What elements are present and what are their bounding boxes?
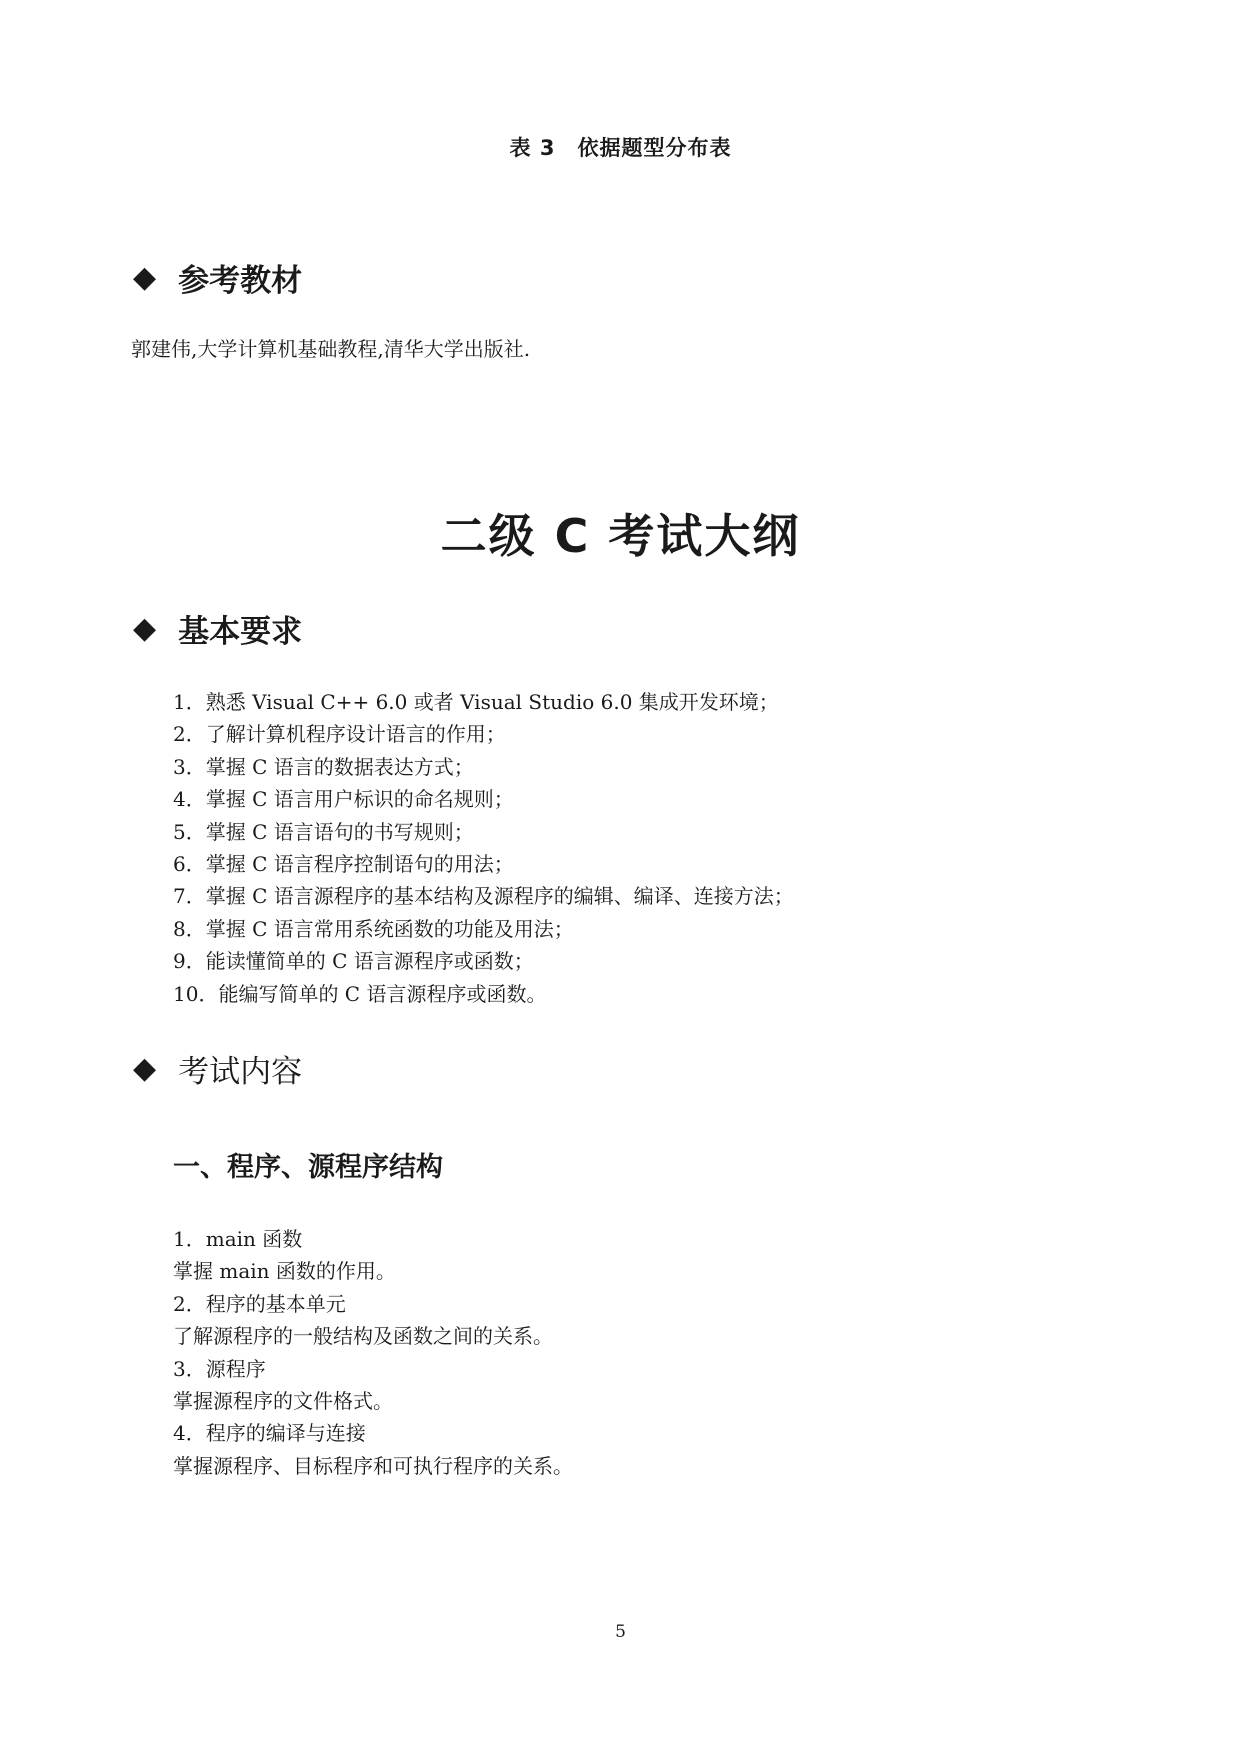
content-line: 了解源程序的一般结构及函数之间的关系。 bbox=[173, 1324, 553, 1349]
diamond-bullet-icon: ◆ bbox=[133, 1050, 157, 1086]
content-line: 掌握源程序、目标程序和可执行程序的关系。 bbox=[173, 1453, 573, 1478]
content-line: 掌握 main 函数的作用。 bbox=[173, 1259, 396, 1284]
section-heading-basic-requirements bbox=[133, 606, 302, 651]
list-item: 7．掌握 C 语言源程序的基本结构及源程序的编辑、编译、连接方法； bbox=[173, 884, 794, 909]
exam-content-block bbox=[173, 1223, 573, 1482]
list-item: 10．能编写简单的 C 语言源程序或函数。 bbox=[173, 981, 547, 1006]
list-item: 4．掌握 C 语言用户标识的命名规则； bbox=[173, 787, 514, 812]
list-item: 8．掌握 C 语言常用系统函数的功能及用法； bbox=[173, 916, 574, 941]
list-item: 2．了解计算机程序设计语言的作用； bbox=[173, 722, 506, 747]
section-heading-label: 考试内容 bbox=[178, 1054, 303, 1090]
content-line: 4．程序的编译与连接 bbox=[173, 1421, 366, 1446]
page-number: 5 bbox=[615, 1622, 626, 1642]
list-item: 6．掌握 C 语言程序控制语句的用法； bbox=[173, 851, 514, 876]
table-caption: 表 3 依据题型分布表 bbox=[509, 136, 732, 160]
section-heading-references bbox=[133, 255, 302, 300]
content-line: 1．main 函数 bbox=[173, 1227, 303, 1251]
reference-textbook: 郭建伟,大学计算机基础教程,清华大学出版社. bbox=[131, 337, 531, 361]
list-item: 1．熟悉 Visual C++ 6.0 或者 Visual Studio 6.0 集成开发环境； bbox=[173, 690, 779, 714]
content-line: 2．程序的基本单元 bbox=[173, 1291, 346, 1316]
list-item: 3．掌握 C 语言的数据表达方式； bbox=[173, 754, 474, 779]
section-heading-label: 基本要求 bbox=[178, 614, 303, 650]
section-heading-exam-content bbox=[133, 1046, 302, 1091]
list-item: 5．掌握 C 语言语句的书写规则； bbox=[173, 819, 474, 844]
subsection-heading: 一、程序、源程序结构 bbox=[173, 1152, 443, 1183]
section-heading-label: 参考教材 bbox=[178, 263, 303, 299]
requirements-list bbox=[173, 686, 794, 1010]
diamond-bullet-icon: ◆ bbox=[133, 259, 157, 295]
diamond-bullet-icon: ◆ bbox=[133, 610, 157, 646]
content-line: 掌握源程序的文件格式。 bbox=[173, 1388, 393, 1413]
content-line: 3．源程序 bbox=[173, 1356, 266, 1381]
list-item: 9．能读懂简单的 C 语言源程序或函数； bbox=[173, 949, 534, 974]
page-title: 二级 C 考试大纲 bbox=[440, 509, 801, 563]
